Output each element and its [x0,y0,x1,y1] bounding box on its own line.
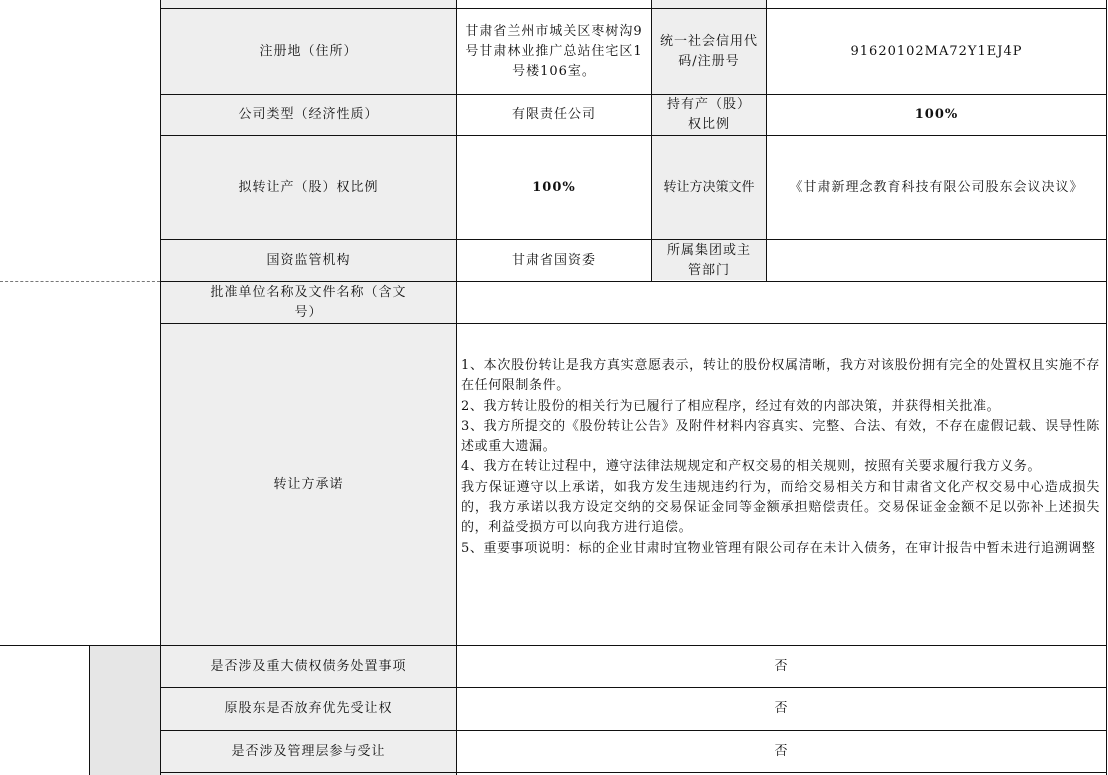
supervisor-value: 甘肃省国资委 [511,252,596,268]
management-label: 是否涉及管理层参与受让 [231,743,386,759]
management-value: 否 [774,743,789,759]
transfer-ratio-label: 拟转让产（股）权比例 [238,179,379,195]
debt-label: 是否涉及重大债权债务处置事项 [210,658,407,674]
credit-code-label: 统一社会信用代码/注册号 [660,33,759,69]
transfer-ratio-value: 100% [532,179,576,195]
reg-address-value: 甘肃省兰州市城关区枣树沟9号甘肃林业推广总站住宅区1号楼106室。 [465,23,643,79]
section-label-shade [89,645,160,775]
supervisor-label: 国资监管机构 [266,252,351,268]
group-dept-label: 所属集团或主管部门 [666,242,751,278]
company-type-value: 有限责任公司 [511,107,596,122]
commitment-line: 5、重要事项说明：标的企业甘肃时宜物业管理有限公司存在未计入债务，在审计报告中暂未进行追溯调整 [461,540,1096,556]
commitment-text [457,356,1106,626]
group-dept-value [767,240,1106,281]
approval-label: 批准单位名称及文件名称（含文号） [210,284,407,320]
debt-value: 否 [774,658,789,674]
approval-value [457,282,1106,323]
commitment-label: 转让方承诺 [273,476,344,492]
holding-ratio-value: 100% [914,107,959,122]
reg-address-label: 注册地（住所） [259,43,358,59]
decision-doc-label: 转让方决策文件 [663,179,755,195]
commitment-line: 2、我方转让股份的相关行为已履行了相应程序，经过有效的内部决策，并获得相关批准。 [461,398,1001,414]
commitment-line: 1、本次股份转让是我方真实意愿表示，转让的股份权属清晰，我方对该股份拥有完全的处置权且实施不存在任何限制条件。 [461,358,1100,394]
commitment-line: 我方保证遵守以上承诺，如我方发生违规违约行为，而给交易相关方和甘肃省文化产权交易中心造成损失的，我方承诺以我方设定交纳的交易保证金同等金额承担赔偿责任。交易保证金金额不足以弥补上述损失的，利益受损方可以向我方进行追偿。 [461,479,1100,536]
credit-code-value: 91620102MA72Y1EJ4P [850,43,1023,59]
holding-ratio-label: 持有产（股）权比例 [666,97,751,132]
preemption-value: 否 [774,701,789,716]
commitment-line: 3、我方所提交的《股份转让公告》及附件材料内容真实、完整、合法、有效，不存在虚假记载、误导性陈述或重大遗漏。 [461,418,1100,455]
decision-doc-value: 《甘肃新理念教育科技有限公司股东会议决议》 [789,179,1084,195]
preemption-label: 原股东是否放弃优先受让权 [224,701,393,716]
company-type-label: 公司类型（经济性质） [238,107,379,122]
commitment-line: 4、我方在转让过程中，遵守法律法规规定和产权交易的相关规则，按照有关要求履行我方义务。 [461,459,1042,475]
